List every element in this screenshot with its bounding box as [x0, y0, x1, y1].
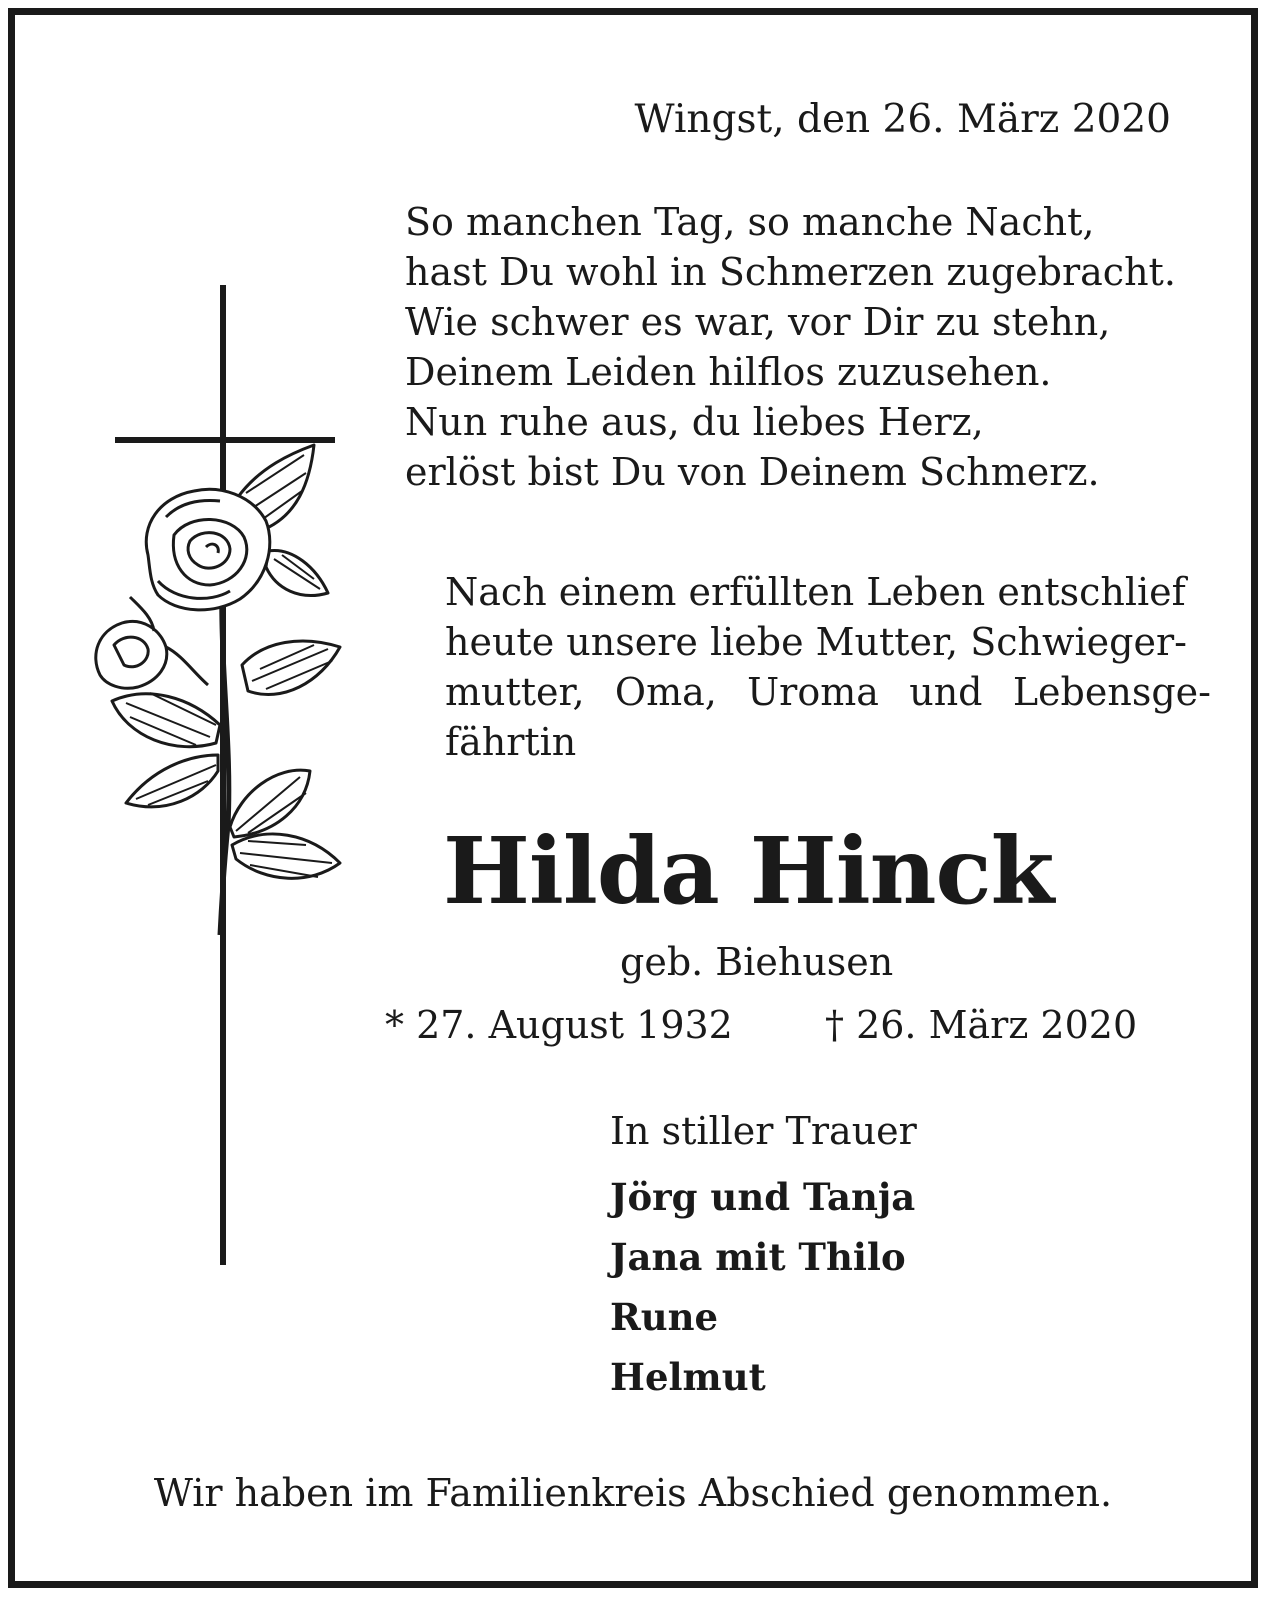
mourner-name: Jana mit Thilo: [610, 1235, 906, 1279]
poem-line: Wie schwer es war, vor Dir zu stehn,: [405, 300, 1111, 344]
intro-line: mutter, Oma, Uroma und Lebensge-: [445, 670, 1211, 714]
mourning-heading: In stiller Trauer: [610, 1109, 917, 1153]
intro-line: Nach einem erfüllten Leben entschlief: [445, 570, 1186, 614]
death-date: † 26. März 2020: [825, 1003, 1138, 1047]
intro-line: heute unsere liebe Mutter, Schwieger-: [445, 620, 1187, 664]
cross-with-rose-illustration: [70, 285, 360, 1265]
intro-text: [445, 567, 1211, 767]
maiden-name: geb. Biehusen: [620, 940, 894, 984]
poem-line: Deinem Leiden hilflos zuzusehen.: [405, 350, 1052, 394]
mourner-name: Rune: [610, 1295, 719, 1339]
poem-line: Nun ruhe aus, du liebes Herz,: [405, 400, 984, 444]
birth-date: * 27. August 1932: [385, 1003, 733, 1047]
deceased-name: Hilda Hinck: [443, 817, 1054, 925]
mourner-name: Helmut: [610, 1355, 766, 1399]
place-date-line: Wingst, den 26. März 2020: [634, 97, 1171, 142]
closing-line: Wir haben im Familienkreis Abschied genommen.: [153, 1471, 1113, 1515]
mourner-name: Jörg und Tanja: [610, 1175, 916, 1219]
poem: [405, 197, 1176, 497]
poem-line: hast Du wohl in Schmerzen zugebracht.: [405, 250, 1176, 294]
rose-icon: [96, 445, 340, 935]
obituary-notice: [8, 8, 1258, 1588]
poem-line: erlöst bist Du von Deinem Schmerz.: [405, 450, 1100, 494]
intro-line: fährtin: [445, 720, 577, 764]
mourners-list: [610, 1167, 915, 1407]
poem-line: So manchen Tag, so manche Nacht,: [405, 200, 1095, 244]
